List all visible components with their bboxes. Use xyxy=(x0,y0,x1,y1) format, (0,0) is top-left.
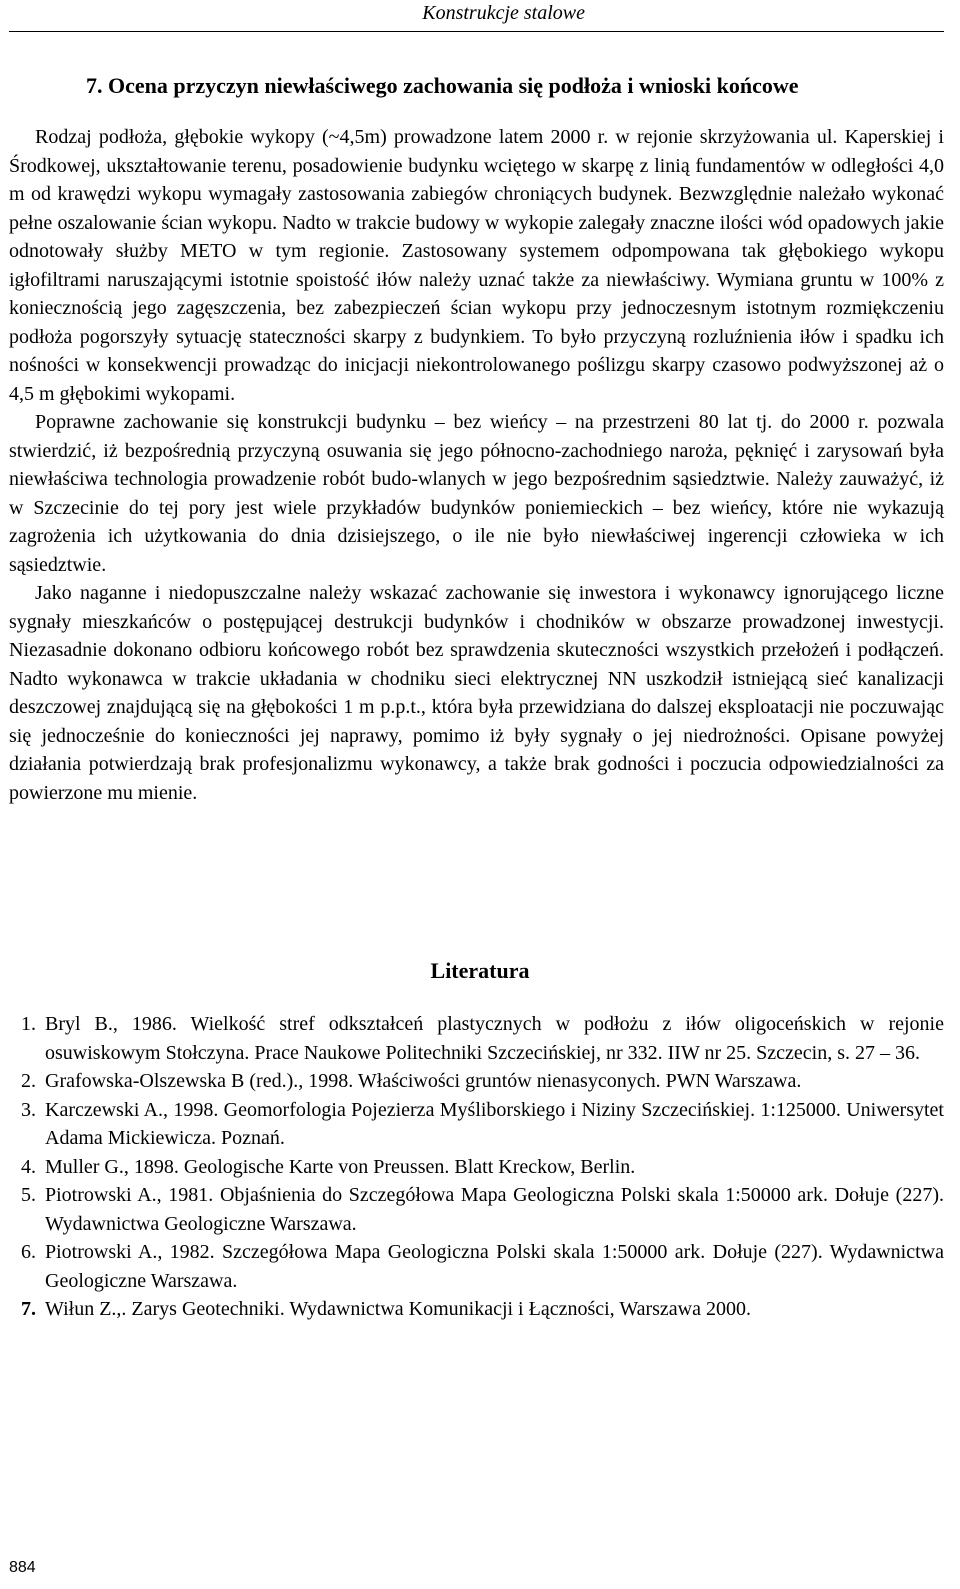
section-title: 7. Ocena przyczyn niewłaściwego zachowania się podłoża i wnioski końcowe xyxy=(86,73,799,98)
reference-item xyxy=(9,1153,944,1182)
reference-text: Karczewski A., 1998. Geomorfologia Pojezierza Myśliborskiego i Niziny Szczecińskiej. 1:125000. Uniwersytet Adama Mickiewicza. Poznań. xyxy=(45,1098,944,1149)
header-rule xyxy=(9,31,944,32)
reference-text: Piotrowski A., 1981. Objaśnienia do Szczegółowa Mapa Geologiczna Polski skala 1:50000 ark. Dołuje (227). Wydawnictwa Geologiczne Warszawa. xyxy=(45,1184,944,1235)
page-number: 884 xyxy=(9,1559,36,1576)
reference-list xyxy=(9,1010,944,1324)
reference-number: 1. xyxy=(21,1013,36,1035)
reference-item xyxy=(9,1295,944,1324)
reference-text: Wiłun Z.,. Zarys Geotechniki. Wydawnictwa Komunikacji i Łączności, Warszawa 2000. xyxy=(45,1298,751,1320)
reference-item xyxy=(9,1096,944,1153)
reference-number: 4. xyxy=(21,1155,36,1178)
reference-number: 3. xyxy=(21,1098,36,1121)
reference-item xyxy=(9,1238,944,1295)
page-header xyxy=(0,0,960,34)
paragraph: Poprawne zachowanie się konstrukcji budynku – bez wieńcy – na przestrzeni 80 lat tj. do 2000 r. pozwala stwierdzić, iż bezpośrednią przyczyną osuwania się jego północno-zachodniego naroża, pęknięć i zarysowań była niewłaściwa technologia prowadzenie robót budo-wlanych w jego bezpośrednim sąsiedztwie. Należy zauważyć, iż w Szczecinie do tej pory jest wiele przykładów budynków poniemieckich – bez wieńcy, które nie wykazują zagrożenia ich użytkowania do dnia dzisiejszego, o ile nie było niewłaściwej ingerencji człowieka w ich sąsiedztwie. xyxy=(9,411,944,576)
reference-item xyxy=(9,1181,944,1238)
paragraph: Rodzaj podłoża, głębokie wykopy (~4,5m) prowadzone latem 2000 r. w rejonie skrzyżowania ul. Kaperskiej i Środkowej, ukształtowanie terenu, posadowienie budynku wciętego w skarpę z linią fundamentów w odległości 4,0 m od krawędzi wykopu wymagały zastosowania zabiegów chroniących budynek. Bezwzględnie należało wykonać pełne oszalowanie ścian wykopu. Nadto w trakcie budowy w wykopie zalegały znaczne ilości wód opadowych jakie odnotowały służby METO w tym regionie. Zastosowany systemem odpompowana tak głębokiego wykopu igłofiltrami naruszającymi istotnie spoistość iłów należy uznać także za niewłaściwy. Wymiana gruntu w 100% z koniecznością jego zagęszczenia, bez zabezpieczeń ścian wykopu przy jednoczesnym istotnym rozmiękczeniu podłoża pogorszyły sytuację stateczności skarpy z budynkiem. To było przyczyną rozluźnienia iłów i spadku ich nośności w konsekwencji prowadząc do inicjacji niekontrolowanego poślizgu skarpy czasowo podwyższonej aż o 4,5 m głębokimi wykopami. xyxy=(9,126,944,405)
reference-text: Piotrowski A., 1982. Szczegółowa Mapa Geologiczna Polski skala 1:50000 ark. Dołuje (227). Wydawnictwa Geologiczne Warszawa. xyxy=(45,1241,944,1292)
literature-title: Literatura xyxy=(430,958,530,983)
reference-text: Muller G., 1898. Geologische Karte von Preussen. Blatt Kreckow, Berlin. xyxy=(45,1155,636,1178)
reference-text: Bryl B., 1986. Wielkość stref odkształceń plastycznych w podłożu z iłów oligoceńskich w rejonie osuwiskowym Stołczyna. Prace Naukowe Politechniki Szczecińskiej, nr 332. IIW nr 25. Szczecin, s. 27 – 36. xyxy=(45,1013,944,1064)
reference-number: 7. xyxy=(21,1298,36,1320)
reference-number: 6. xyxy=(21,1241,36,1263)
reference-text: Grafowska-Olszewska B (red.)., 1998. Właściwości gruntów nienasyconych. PWN Warszawa. xyxy=(45,1070,802,1092)
paragraph: Jako naganne i niedopuszczalne należy wskazać zachowanie się inwestora i wykonawcy ignorującego liczne sygnały mieszkańców o postępującej destrukcji budynków i chodników w obszarze prowadzonej inwestycji. Niezasadnie dokonano odbioru końcowego robót bez sprawdzenia skuteczności wszystkich przełożeń i podłączeń. Nadto wykonawca w trakcie układania w chodniku sieci elektrycznej NN uszkodził istniejącą sieć kanalizacji deszczowej znajdującą się na głębokości 1 m p.p.t., która była przewidziana do dalszej eksploatacji nie poczuwając się jednocześnie do konieczności jej naprawy, pomimo iż były sygnały o jej niedrożności. Opisane powyżej działania potwierdzają brak profesjonalizmu wykonawcy, a także brak godności i poczucia odpowiedzialności za powierzone mu mienie. xyxy=(9,582,944,804)
section-body xyxy=(9,123,944,807)
reference-number: 2. xyxy=(21,1070,36,1092)
reference-item xyxy=(9,1010,944,1067)
running-head: Konstrukcje stalowe xyxy=(422,2,585,24)
reference-item xyxy=(9,1067,944,1096)
reference-number: 5. xyxy=(21,1184,36,1206)
